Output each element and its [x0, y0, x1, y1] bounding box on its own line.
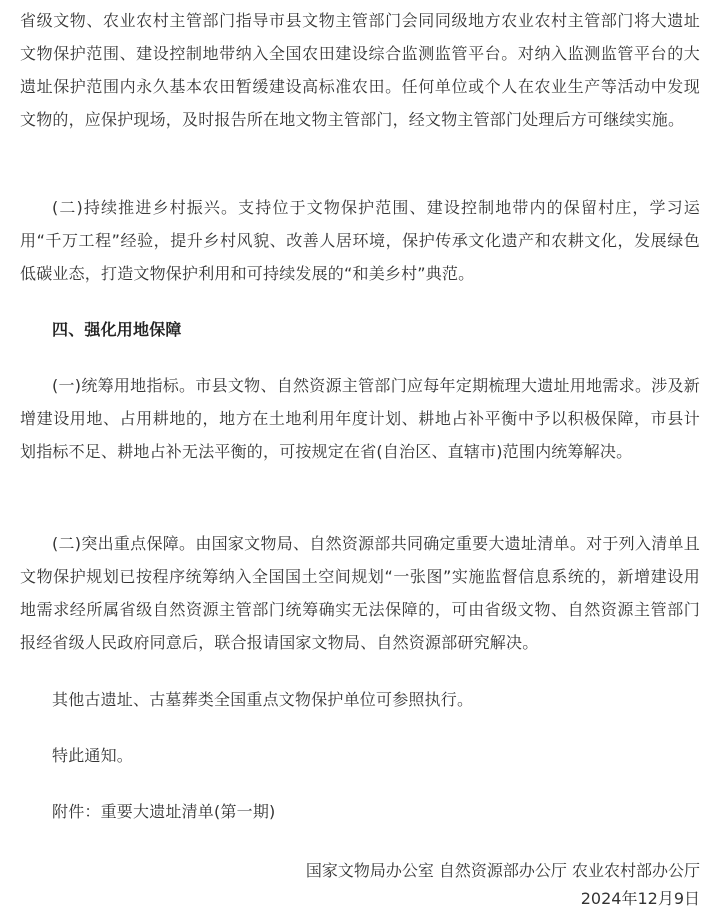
paragraph-other-sites: 其他古遗址、古墓葬类全国重点文物保护单位可参照执行。	[52, 690, 474, 709]
paragraph-rural-revitalization: (二)持续推进乡村振兴。支持位于文物保护范围、建设控制地带内的保留村庄，学习运用“千万工程”经验，提升乡村风貌、改善人居环境，保护传承文化遗产和农耕文化，发展绿色低碳业态，打造文物保护利用和可持续发展的“和美乡村”典范。	[20, 198, 700, 283]
date-line: 2024年12月9日	[580, 889, 700, 908]
paragraph-key-guarantee: (二)突出重点保障。由国家文物局、自然资源部共同确定重要大遗址清单。对于列入清单且文物保护规划已按程序统筹纳入全国国土空间规划“一张图”实施监督信息系统的，新增建设用地需求经所属省级自然资源主管部门统筹确实无法保障的，可由省级文物、自然资源主管部门报经省级人民政府同意后，联合报请国家文物局、自然资源部研究解决。	[20, 534, 700, 652]
paragraph-land-indicators: (一)统筹用地指标。市县文物、自然资源主管部门应每年定期梳理大遗址用地需求。涉及新增建设用地、占用耕地的，地方在土地利用年度计划、耕地占补平衡中予以积极保障，市县计划指标不足、耕地占补无法平衡的，可按规定在省(自治区、直辖市)范围内统筹解决。	[20, 376, 700, 461]
signatories: 国家文物局办公室 自然资源部办公厅 农业农村部办公厅	[305, 861, 700, 880]
section-heading-land-guarantee: 四、强化用地保障	[52, 320, 182, 339]
attachment-line: 附件：重要大遗址清单(第一期)	[52, 802, 276, 821]
paragraph-farmland-monitoring: 省级文物、农业农村主管部门指导市县文物主管部门会同同级地方农业农村主管部门将大遗址文物保护范围、建设控制地带纳入全国农田建设综合监测监管平台。对纳入监测监管平台的大遗址保护范围内永久基本农田暂缓建设高标准农田。任何单位或个人在农业生产等活动中发现文物的，应保护现场，及时报告所在地文物主管部门，经文物主管部门处理后方可继续实施。	[20, 11, 700, 129]
paragraph-notice: 特此通知。	[52, 746, 134, 765]
